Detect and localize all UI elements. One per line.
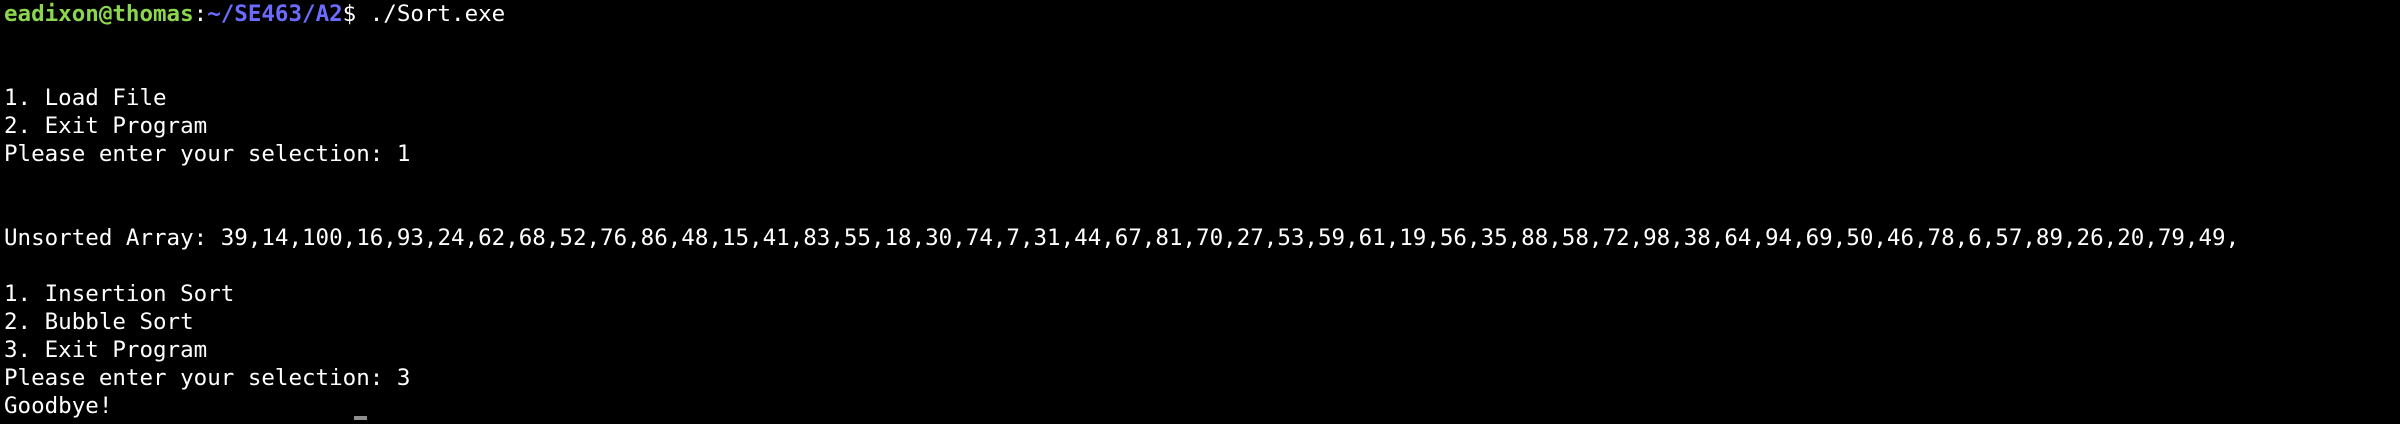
prompt-symbol: $ <box>342 1 357 27</box>
blank-line <box>4 28 2400 56</box>
menu1-item-load-file: 1. Load File <box>4 85 167 111</box>
menu2-item-bubble-sort: 2. Bubble Sort <box>4 309 194 335</box>
command-line <box>4 0 2400 28</box>
goodbye-line <box>4 392 2400 420</box>
menu2-selection-prompt: Please enter your selection: 3 <box>4 365 411 391</box>
menu2-item-insertion-sort: 1. Insertion Sort <box>4 281 235 307</box>
prompt-separator: : <box>193 1 208 27</box>
prompt-path: ~/SE463/A2 <box>207 1 343 27</box>
blank-line <box>4 168 2400 196</box>
blank-line <box>4 196 2400 224</box>
menu1-selection-prompt: Please enter your selection: 1 <box>4 141 411 167</box>
goodbye-message: Goodbye! <box>4 393 113 419</box>
blank-line <box>4 56 2400 84</box>
prompt-command: ./Sort.exe <box>356 1 506 27</box>
terminal-cursor <box>354 416 367 420</box>
prompt-user-host: eadixon@thomas <box>4 1 194 27</box>
unsorted-array-output: Unsorted Array: 39,14,100,16,93,24,62,68,52,76,86,48,15,41,83,55,18,30,74,7,31,44,67,81,70,27,53,59,61,19,56,35,88,58,72,98,38,64,94,69,50,46,78,6,57,89,26,20,79,49, <box>4 225 2240 251</box>
menu2-item-exit-program: 3. Exit Program <box>4 337 208 363</box>
blank-line <box>4 252 2400 280</box>
menu1-item-exit-program: 2. Exit Program <box>4 113 208 139</box>
